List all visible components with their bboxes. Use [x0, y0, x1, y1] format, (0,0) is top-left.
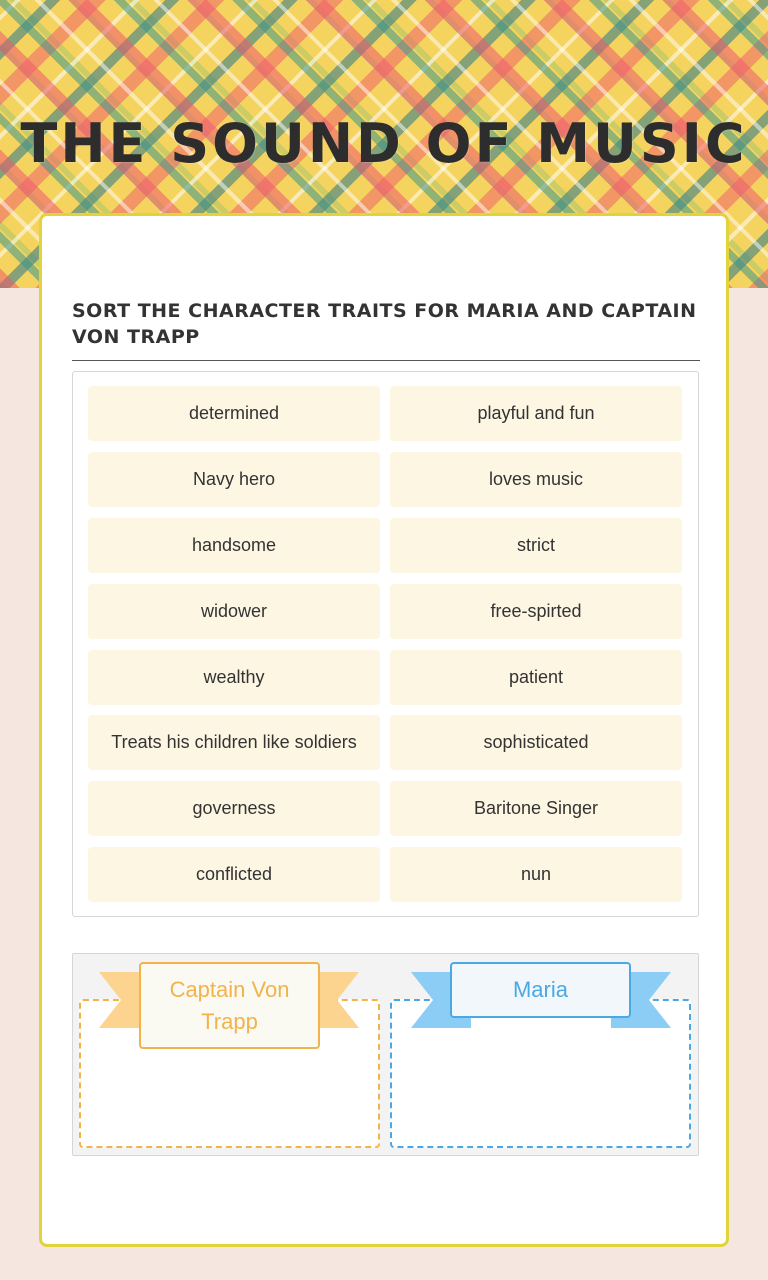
trait-pool	[72, 371, 699, 917]
trait-chip[interactable]: sophisticated	[390, 715, 682, 770]
worksheet-card	[39, 213, 729, 1247]
trait-chip[interactable]: free-spirted	[390, 584, 682, 639]
trait-chip[interactable]: strict	[390, 518, 682, 573]
trait-chip[interactable]: playful and fun	[390, 386, 682, 441]
trait-chip[interactable]: Baritone Singer	[390, 781, 682, 836]
trait-chip[interactable]: governess	[88, 781, 380, 836]
page-title: THE SOUND OF MUSIC	[20, 112, 748, 175]
trait-chip[interactable]: Treats his children like soldiers	[88, 715, 380, 770]
trait-chip[interactable]: Navy hero	[88, 452, 380, 507]
maria-category-label: Maria	[450, 962, 631, 1018]
trait-chip[interactable]: nun	[390, 847, 682, 902]
trait-chip[interactable]: handsome	[88, 518, 380, 573]
trait-chip[interactable]: conflicted	[88, 847, 380, 902]
trait-chip[interactable]: determined	[88, 386, 380, 441]
trait-chip[interactable]: wealthy	[88, 650, 380, 705]
captain-category-label: Captain Von Trapp	[139, 962, 320, 1049]
trait-chip[interactable]: widower	[88, 584, 380, 639]
trait-chip[interactable]: loves music	[390, 452, 682, 507]
trait-chip[interactable]: patient	[390, 650, 682, 705]
question-prompt: SORT THE CHARACTER TRAITS FOR MARIA AND CAPTAIN VON TRAPP	[72, 298, 700, 361]
sort-zones	[72, 953, 699, 1156]
